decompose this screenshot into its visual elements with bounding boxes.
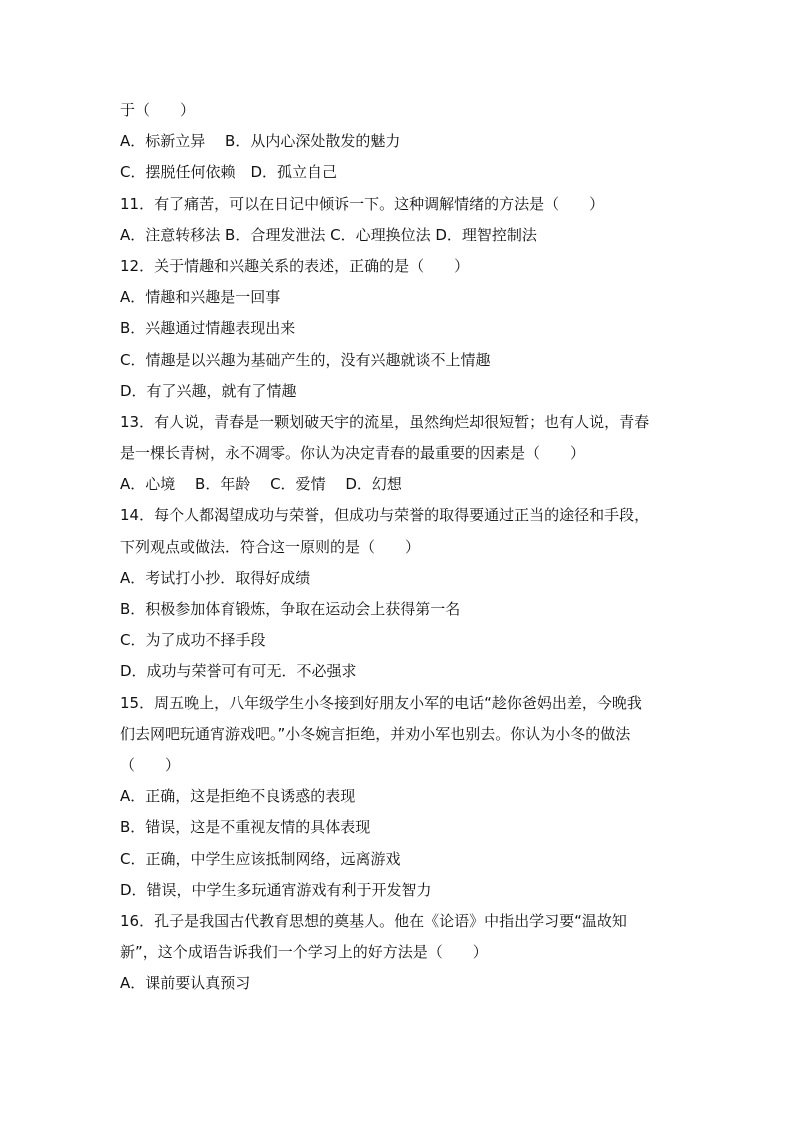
question-12-option-a: A．情趣和兴趣是一回事 [120,288,281,307]
question-14-stem-line-2: 下列观点或做法．符合这一原则的是（ ） [120,537,421,556]
question-10-options-ab: A．标新立异 B．从内心深处散发的魅力 [120,132,401,151]
question-15-option-b: B．错误，这是不重视友情的具体表现 [120,818,371,837]
question-12-stem: 12．关于情趣和兴趣关系的表述，正确的是（ ） [120,256,470,275]
question-15-stem-line-2: 们去网吧玩通宵游戏吧。”小冬婉言拒绝，并劝小军也别去。你认为小冬的做法 [120,724,631,743]
question-14-option-b: B．积极参加体育锻炼，争取在运动会上获得第一名 [120,600,461,618]
question-15-option-c: C．正确，中学生应该抵制网络，远离游戏 [120,849,401,868]
question-16-option-a: A．课前要认真预习 [120,974,251,993]
question-10-options-cd: C．摆脱任何依赖 D．孤立自己 [120,163,338,182]
question-12-option-b: B．兴趣通过情趣表现出来 [120,319,296,338]
question-14-option-c: C．为了成功不择手段 [120,631,266,650]
question-10-stem-end: 于（ ） [120,101,196,119]
question-12-option-c: C．情趣是以兴趣为基础产生的，没有兴趣就谈不上情趣 [120,350,491,369]
question-12-option-d: D．有了兴趣，就有了情趣 [120,381,297,400]
question-14-option-d: D．成功与荣誉可有可无．不必强求 [120,662,357,681]
question-15-stem-line-3: （ ） [120,755,181,774]
question-13-options: A．心境 B．年龄 C．爱情 D．幻想 [120,475,402,494]
question-11-options: A．注意转移法 B．合理发泄法 C．心理换位法 D．理智控制法 [120,225,537,244]
question-13-stem-line-1: 13．有人说，青春是一颗划破天宇的流星，虽然绚烂却很短暂；也有人说，青春 [120,412,650,431]
question-14-stem-line-1: 14．每个人都渴望成功与荣誉，但成功与荣誉的取得要通过正当的途径和手段， [120,506,650,525]
exam-page [120,95,680,999]
question-16-stem-line-1: 16．孔子是我国古代教育思想的奠基人。他在《论语》中指出学习要“温故知 [120,911,627,930]
question-16-stem-line-2: 新”，这个成语告诉我们一个学习上的好方法是（ ） [120,943,488,962]
question-11-stem: 11．有了痛苦，可以在日记中倾诉一下。这种调解情绪的方法是（ ） [120,194,605,213]
question-15-stem-line-1: 15．周五晚上，八年级学生小冬接到好朋友小军的电话“趁你爸妈出差，今晚我 [120,693,642,712]
question-15-option-a: A．正确，这是拒绝不良诱惑的表现 [120,787,356,806]
question-14-option-a: A．考试打小抄．取得好成绩 [120,568,311,587]
question-13-stem-line-2: 是一棵长青树，永不凋零。你认为决定青春的最重要的因素是（ ） [120,444,586,463]
question-15-option-d: D．错误，中学生多玩通宵游戏有利于开发智力 [120,880,432,899]
